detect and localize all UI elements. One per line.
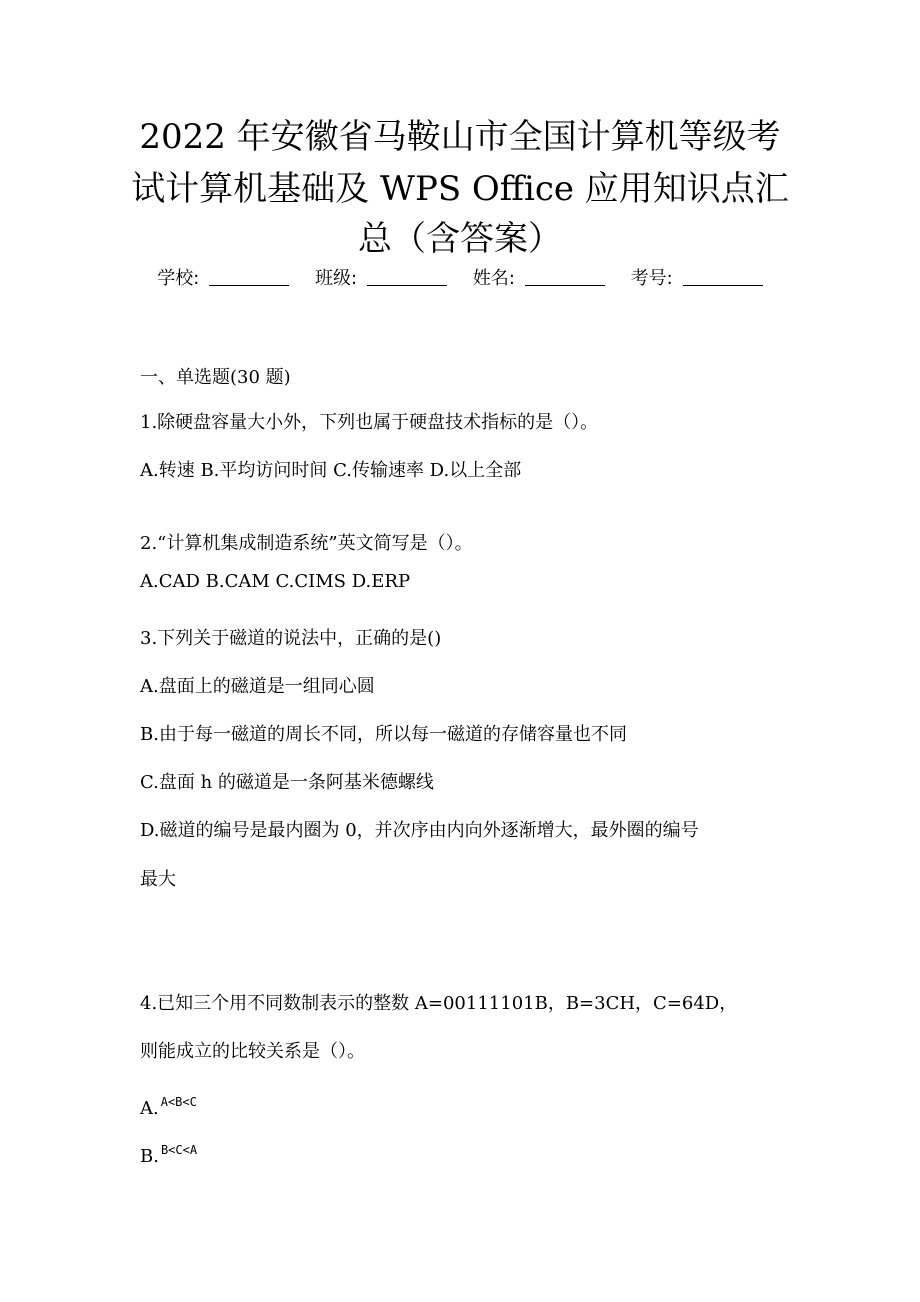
document-title-line-1: 2022 年安徽省马鞍山市全国计算机等级考 <box>139 117 781 157</box>
q4-option-a <box>140 1090 197 1121</box>
q4-stem-line2: 则能成立的比较关系是（）。 <box>140 1041 365 1062</box>
exam-no-field <box>626 268 768 289</box>
document-title-line-2: 试计算机基础及 WPS Office 应用知识点汇 <box>131 169 789 209</box>
q3-stem: 3.下列关于磁道的说法中，正确的是() <box>140 628 442 649</box>
school-field <box>152 268 294 289</box>
school-blank <box>209 267 289 286</box>
school-label: 学校: <box>157 268 200 289</box>
student-info-row <box>0 266 920 292</box>
section-heading: 一、单选题(30 题) <box>140 367 291 388</box>
q2-stem: 2.“计算机集成制造系统”英文简写是（）。 <box>140 533 473 554</box>
q4-option-a-text: A<B<C <box>160 1095 197 1109</box>
class-label: 班级: <box>315 268 358 289</box>
q4-option-b-prefix: B. <box>140 1146 159 1167</box>
q4-option-b-text: B<C<A <box>160 1143 198 1157</box>
class-field <box>310 268 452 289</box>
q3-option-a: A.盘面上的磁道是一组同心圆 <box>140 676 375 697</box>
q3-option-d-line2: 最大 <box>140 869 176 890</box>
q1-options: A.转速 B.平均访问时间 C.传输速率 D.以上全部 <box>140 460 522 481</box>
q3-option-c: C.盘面 h 的磁道是一条阿基米德螺线 <box>140 772 434 793</box>
exam-no-label: 考号: <box>630 268 673 289</box>
q2-options: A.CAD B.CAM C.CIMS D.ERP <box>140 571 411 592</box>
exam-no-blank <box>683 267 763 286</box>
q3-option-b: B.由于每一磁道的周长不同，所以每一磁道的存储容量也不同 <box>140 724 627 745</box>
q3-option-d-line1: D.磁道的编号是最内圈为 0，并次序由内向外逐渐增大，最外圈的编号 <box>140 820 699 841</box>
name-label: 姓名: <box>472 268 515 289</box>
q4-option-b <box>140 1138 197 1169</box>
document-title-line-3: 总（含答案） <box>358 219 562 259</box>
q4-stem-line1: 4.已知三个用不同数制表示的整数 A=00111101B，B=3CH，C=64D， <box>140 993 738 1014</box>
name-blank <box>525 267 605 286</box>
name-field <box>468 268 610 289</box>
q1-stem: 1.除硬盘容量大小外，下列也属于硬盘技术指标的是（）。 <box>140 412 599 433</box>
class-blank <box>367 267 447 286</box>
q4-option-a-prefix: A. <box>140 1098 159 1119</box>
